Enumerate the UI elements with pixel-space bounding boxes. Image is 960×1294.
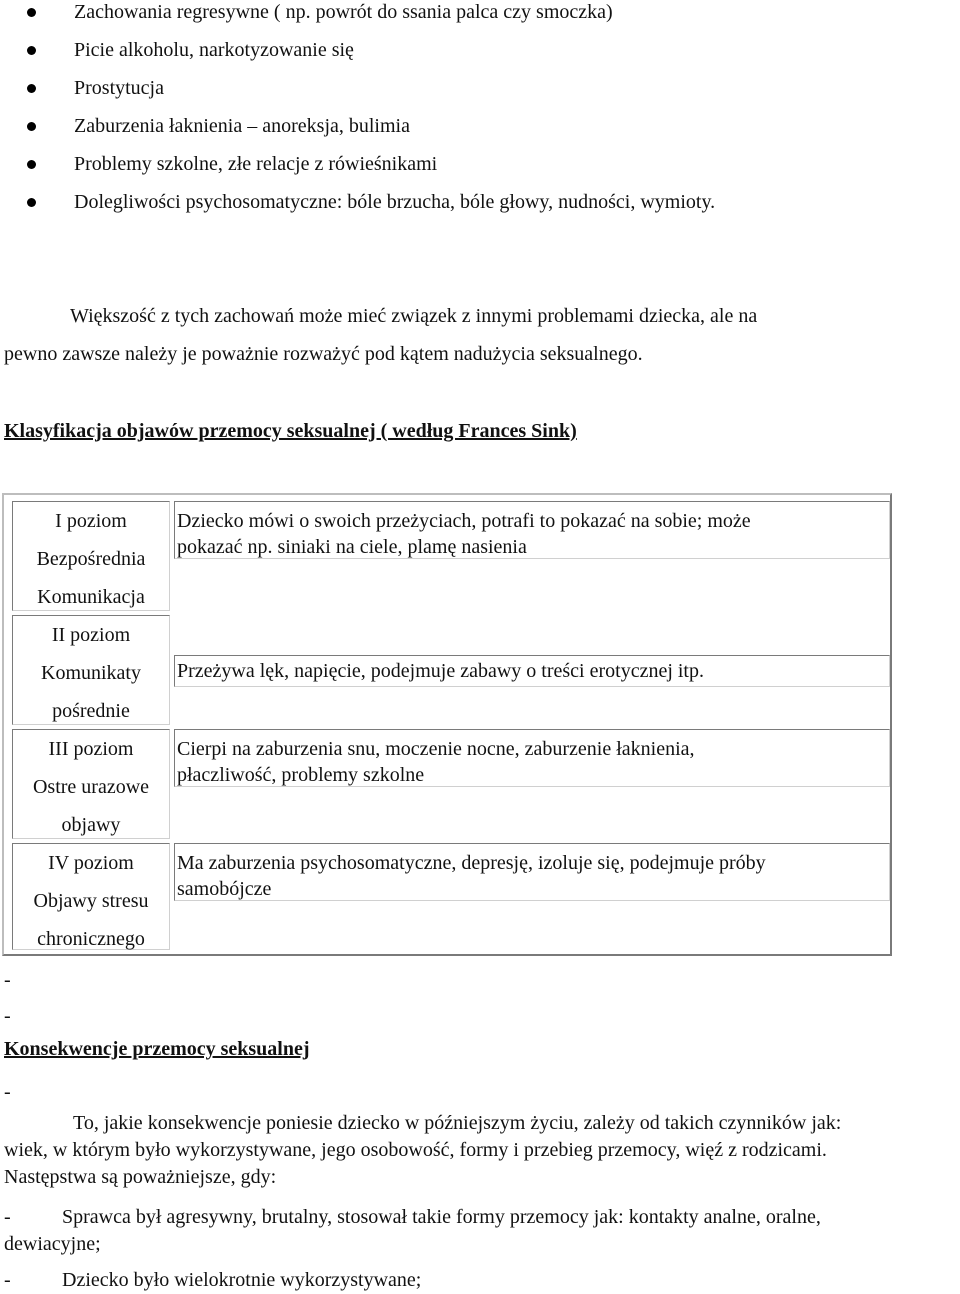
table-cell-description <box>174 655 890 687</box>
bullet-text: Prostytucja <box>74 77 164 99</box>
level-label: Ostre urazowe <box>32 776 150 798</box>
description-text: pokazać np. siniaki na ciele, plamę nasienia <box>177 536 527 558</box>
level-label: IV poziom <box>48 852 134 874</box>
table-cell-level <box>12 501 170 611</box>
bullet-dot-icon <box>27 8 36 17</box>
table-cell-level <box>12 615 170 725</box>
bullet-dot-icon <box>27 160 36 169</box>
classification-table <box>2 493 892 956</box>
level-label: Bezpośrednia <box>36 548 146 570</box>
dash-marker: - <box>4 1081 11 1103</box>
list-marker: - <box>4 1206 11 1228</box>
level-label: chronicznego <box>37 928 145 950</box>
level-label: Objawy stresu <box>33 890 149 912</box>
bullet-dot-icon <box>27 122 36 131</box>
level-label: objawy <box>61 814 121 836</box>
paragraph-line: To, jakie konsekwencje poniesie dziecko w późniejszym życiu, zależy od takich czynników jak: <box>73 1112 842 1134</box>
dash-marker: - <box>4 1005 11 1027</box>
level-label: III poziom <box>48 738 134 760</box>
description-text: Ma zaburzenia psychosomatyczne, depresję, izoluje się, podejmuje próby <box>177 852 766 874</box>
list-item-line: Dziecko było wielokrotnie wykorzystywane; <box>62 1269 422 1291</box>
table-cell-level <box>12 729 170 839</box>
paragraph-line: pewno zawsze należy je poważnie rozważyć pod kątem nadużycia seksualnego. <box>4 343 643 365</box>
level-label: pośrednie <box>52 700 130 722</box>
list-item-line: dewiacyjne; <box>4 1233 101 1255</box>
bullet-dot-icon <box>27 46 36 55</box>
bullet-text: Zachowania regresywne ( np. powrót do ssania palca czy smoczka) <box>74 1 613 23</box>
bullet-text: Zaburzenia łaknienia – anoreksja, bulimia <box>74 115 410 137</box>
bullet-text: Picie alkoholu, narkotyzowanie się <box>74 39 354 61</box>
level-label: II poziom <box>51 624 131 646</box>
description-text: Cierpi na zaburzenia snu, moczenie nocne, zaburzenie łaknienia, <box>177 738 695 760</box>
paragraph-line: wiek, w którym było wykorzystywane, jego osobowość, formy i przebieg przemocy, więź z rodzicami. <box>4 1139 827 1161</box>
dash-marker: - <box>4 969 11 991</box>
paragraph-line: Większość z tych zachowań może mieć związek z innymi problemami dziecka, ale na <box>70 305 758 327</box>
table-cell-description <box>174 729 890 787</box>
level-label: Komunikacja <box>37 586 145 608</box>
list-item-line: Sprawca był agresywny, brutalny, stosował takie formy przemocy jak: kontakty analne, oralne, <box>62 1206 821 1228</box>
table-cell-description <box>174 843 890 901</box>
description-text: samobójcze <box>177 878 272 900</box>
level-label: Komunikaty <box>41 662 141 684</box>
description-text: Dziecko mówi o swoich przeżyciach, potrafi to pokazać na sobie; może <box>177 510 751 532</box>
table-cell-level <box>12 843 170 950</box>
paragraph-line: Następstwa są poważniejsze, gdy: <box>4 1166 277 1188</box>
level-label: I poziom <box>55 510 127 532</box>
bullet-text: Dolegliwości psychosomatyczne: bóle brzucha, bóle głowy, nudności, wymioty. <box>74 191 716 213</box>
bullet-text: Problemy szkolne, złe relacje z rówieśnikami <box>74 153 438 175</box>
table-cell-description <box>174 501 890 559</box>
section-heading: Klasyfikacja objawów przemocy seksualnej ( według Frances Sink) <box>4 420 577 442</box>
bullet-dot-icon <box>27 198 36 207</box>
section-heading: Konsekwencje przemocy seksualnej <box>4 1038 310 1060</box>
bullet-dot-icon <box>27 84 36 93</box>
description-text: płaczliwość, problemy szkolne <box>177 764 425 786</box>
list-marker: - <box>4 1269 11 1291</box>
description-text: Przeżywa lęk, napięcie, podejmuje zabawy o treści erotycznej itp. <box>177 660 704 682</box>
